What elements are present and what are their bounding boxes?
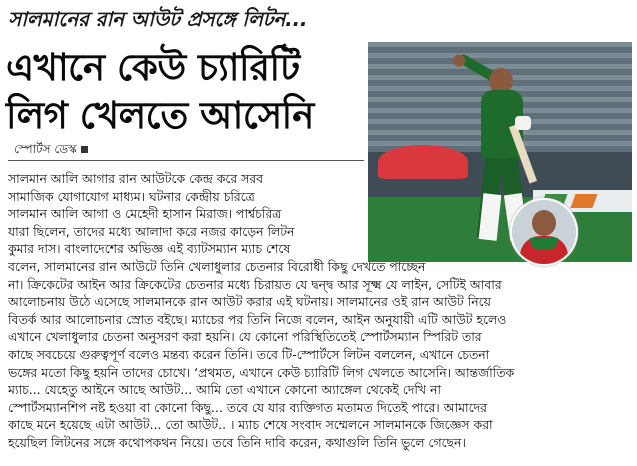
body-line: কাছে মনে হয়েছে এটা আউট... তো আউট.. । ম্যাচ শেষে সংবাদ সম্মেলনে সালমানকে জিজ্ঞেস করা bbox=[8, 417, 493, 433]
headline-line-2: লিগ খেলতে আসেনি bbox=[6, 94, 314, 137]
byline-text: স্পোর্টস ডেস্ক bbox=[14, 142, 77, 156]
body-line: কুমার দাস। বাংলাদেশের অভিজ্ঞ এই ব্যাটসম্যান ম্যাচ শেষে bbox=[8, 241, 291, 257]
kicker-text: সালমানের রান আউট প্রসঙ্গে লিটন... bbox=[8, 7, 308, 31]
byline-square-icon bbox=[81, 146, 88, 153]
body-line: ম্যাচ... যেহেতু আইনে আছে আউট... আমি তো এখানে কোনো অ্যাঙ্গেল থেকেই দেখি না bbox=[8, 382, 441, 398]
body-line: হয়েছিল লিটনের সঙ্গে কথোপকথন নিয়ে। তবে তিনি দাবি করেন, কথাগুলি তিনি ভুলে গেছেন। bbox=[8, 434, 466, 450]
body-line: কাছে সবচেয়ে গুরুত্বপূর্ণ বলেও মন্তব্য করেন তিনি। তবে টি-স্পোর্টসে লিটন বললেন, এখানে চেতনা bbox=[8, 346, 490, 362]
headline-line-1: এখানে কেউ চ্যারিটি bbox=[6, 46, 300, 89]
byline-divider bbox=[8, 160, 364, 161]
body-line: বিতর্ক আর আলোচনার স্রোত বইছে। ম্যাচের পর তিনি নিজে বলেন, আইন অনুযায়ী এটি আউট হলেও bbox=[8, 311, 507, 327]
body-line: এখানে খেলাধুলার চেতনা অনুসরণ করা হয়নি। যে কোনো পরিস্থিতিতেই স্পোর্টসম্যান স্পিরিট তার bbox=[8, 329, 482, 345]
body-line: স্পোর্টসম্যানশিপ নষ্ট হওয়া বা কোনো কিছু... তবে যে যার ব্যক্তিগত মতামত দিতেই পারে। আমাদের bbox=[8, 399, 487, 415]
headline bbox=[6, 44, 366, 140]
body-line: সালমান আলি আগার রান আউটকে কেন্দ্র করে সরব bbox=[8, 171, 264, 186]
body-line: সামাজিক যোগাযোগ মাধ্যম। ঘটনার কেন্দ্রীয় চরিত্রে bbox=[8, 188, 255, 204]
body-line: যারা ছিলেন, তাদের মধ্যে আলাদা করে নজর কাড়েন লিটন bbox=[8, 223, 295, 239]
batting-glove bbox=[515, 116, 531, 130]
article-body bbox=[8, 170, 632, 452]
byline bbox=[14, 141, 88, 161]
body-line: আলোচনায় উঠে এসেছে সালমানকে রান আউট করার এই ঘটনায়। সালমানের ওই রান আউট নিয়ে bbox=[8, 294, 491, 310]
body-line: না। ক্রিকেটের আইন আর ক্রিকেটের চেতনার মধ্যে চিরায়ত যে দ্বন্দ্ব আর সূক্ষ্ম যে লাইন, সেটিই আবার bbox=[8, 276, 502, 292]
body-line: বলেন, সালমানের রান আউটে তিনি খেলাধুলার চেতনার বিরোধী কিছু দেখতে পাচ্ছেন bbox=[8, 258, 426, 274]
body-line: সালমান আলি আগা ও মেহেদী হাসান মিরাজ। পার্শ্বচরিত্র bbox=[8, 206, 282, 222]
body-line: ভঙ্গের মতো কিছু হয়নি তাদের চোখে। ‘প্রথমত, এখানে কেউ চ্যারিটি লিগ খেলতে আসেনি। আন্তর্জাতিক bbox=[8, 364, 515, 380]
